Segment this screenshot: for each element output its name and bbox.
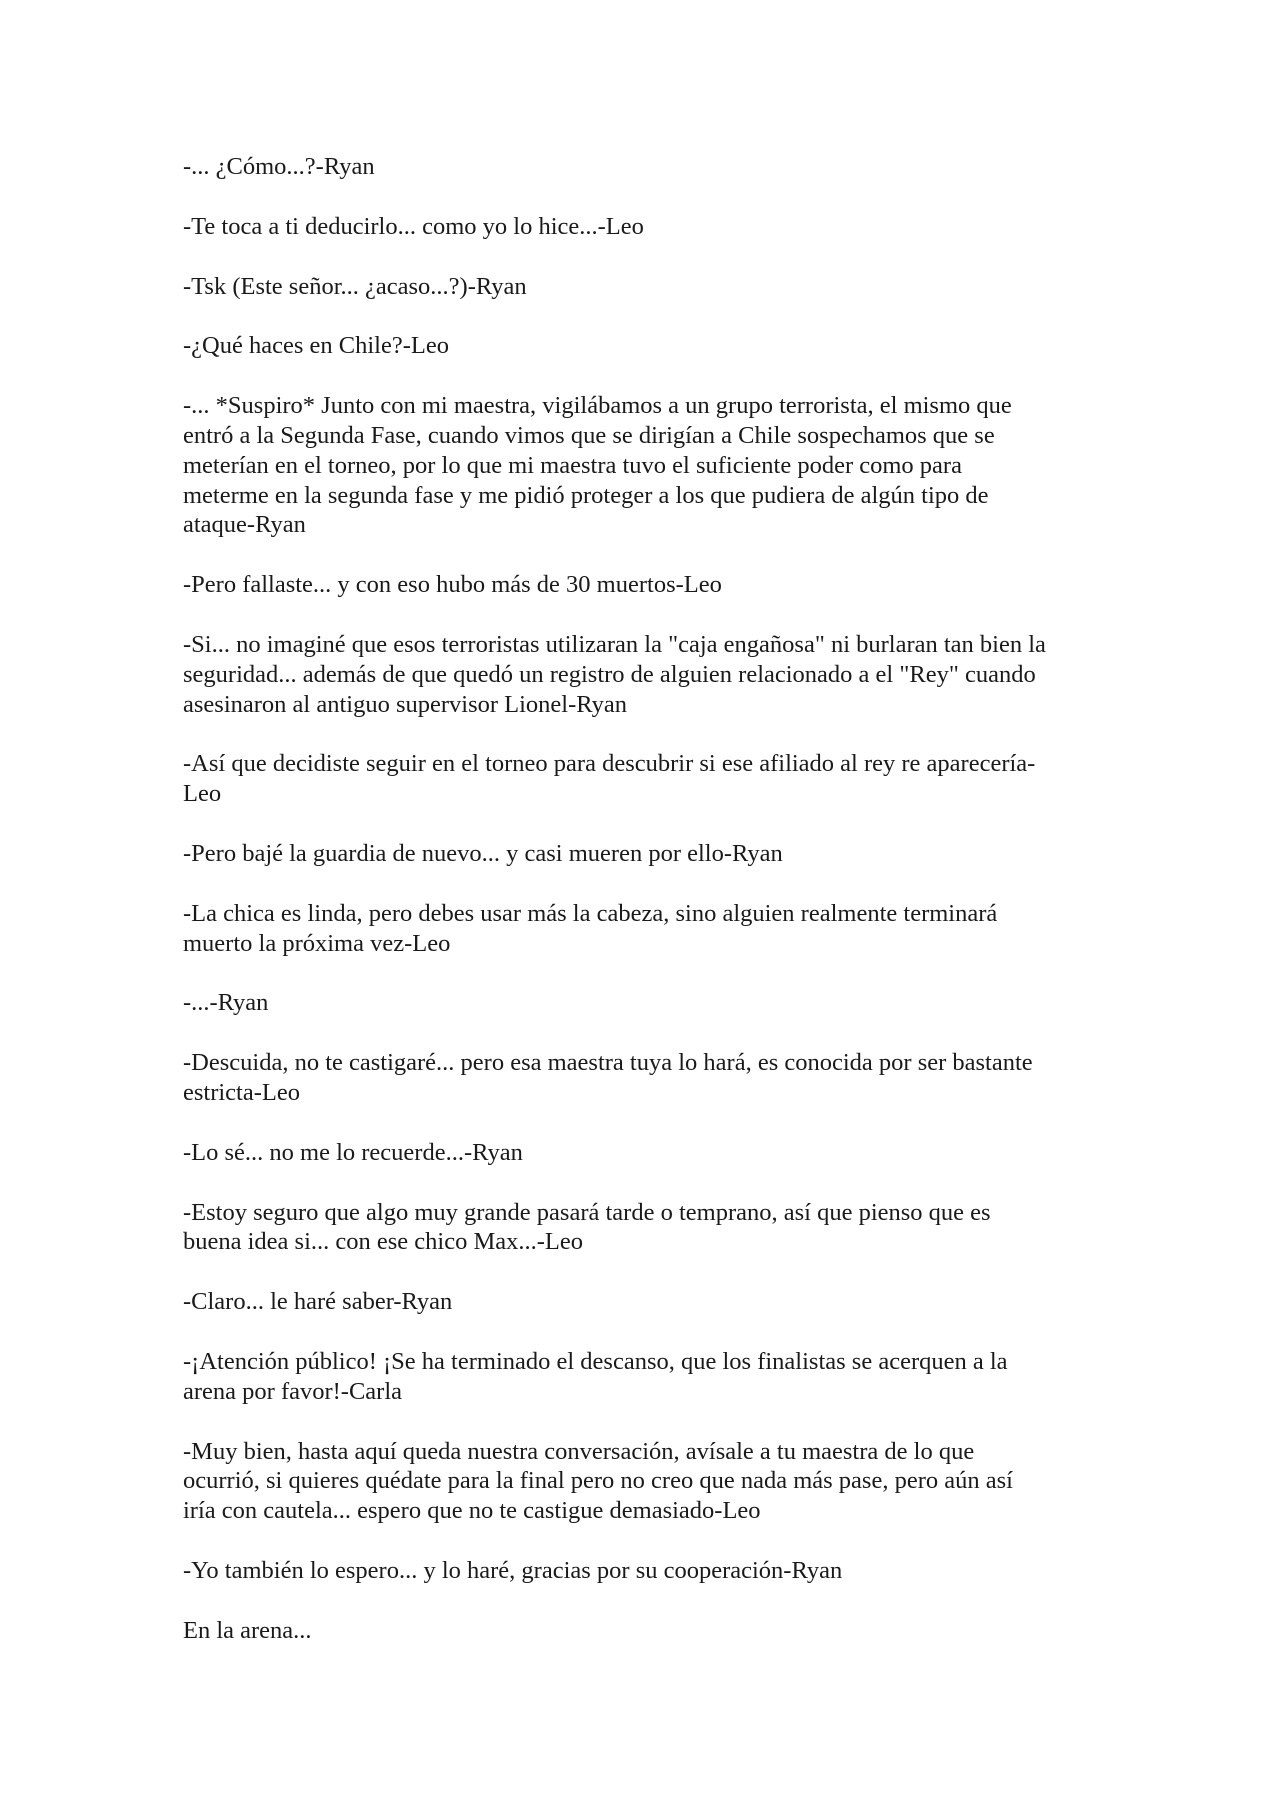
paragraph: -... *Suspiro* Junto con mi maestra, vigilábamos a un grupo terrorista, el mismo que entró a la Segunda Fase, cuando vimos que se dirigían a Chile sospechamos que se meterían en el torneo, por lo que mi maestra tuvo el suficiente poder como para meterme en la segunda fase y me pidió proteger a los que pudiera de algún tipo de ataque-Ryan: [183, 392, 1012, 539]
paragraph: En la arena...: [183, 1616, 312, 1644]
paragraph: -Muy bien, hasta aquí queda nuestra conversación, avísale a tu maestra de lo que ocurrió, si quieres quédate para la final pero no creo que nada más pase, pero aún así iría con cautela... espero que no te castigue demasiado-Leo: [183, 1437, 1013, 1525]
paragraph: -La chica es linda, pero debes usar más la cabeza, sino alguien realmente terminará muerto la próxima vez-Leo: [183, 899, 998, 957]
paragraph: -¡Atención público! ¡Se ha terminado el descanso, que los finalistas se acerquen a la arena por favor!-Carla: [183, 1347, 1008, 1405]
paragraph: -Yo también lo espero... y lo haré, gracias por su cooperación-Ryan: [183, 1556, 843, 1584]
document-body: [183, 152, 1103, 1676]
paragraph: -¿Qué haces en Chile?-Leo: [183, 332, 449, 360]
paragraph: -Claro... le haré saber-Ryan: [183, 1288, 453, 1316]
paragraph: -Descuida, no te castigaré... pero esa maestra tuya lo hará, es conocida por ser bastante estricta-Leo: [183, 1049, 1033, 1106]
paragraph: -Lo sé... no me lo recuerde...-Ryan: [183, 1138, 523, 1166]
paragraph: -Así que decidiste seguir en el torneo para descubrir si ese afiliado al rey re aparecería- Leo: [183, 750, 1036, 808]
paragraph: -Estoy seguro que algo muy grande pasará tarde o temprano, así que pienso que es buena idea si... con ese chico Max...-Leo: [183, 1198, 991, 1256]
paragraph: -... ¿Cómo...?-Ryan: [183, 153, 375, 180]
paragraph: -Si... no imaginé que esos terroristas utilizaran la "caja engañosa" ni burlaran tan bien la seguridad... además de que quedó un registro de alguien relacionado a el "Rey" cuando asesinaron al antiguo supervisor Lionel-Ryan: [183, 630, 1046, 718]
paragraph: -Pero bajé la guardia de nuevo... y casi mueren por ello-Ryan: [183, 839, 783, 867]
paragraph: -Te toca a ti deducirlo... como yo lo hice...-Leo: [183, 212, 644, 240]
paragraph: -Tsk (Este señor... ¿acaso...?)-Ryan: [183, 272, 527, 300]
paragraph: -Pero fallaste... y con eso hubo más de 30 muertos-Leo: [183, 571, 722, 599]
paragraph: -...-Ryan: [183, 989, 269, 1017]
